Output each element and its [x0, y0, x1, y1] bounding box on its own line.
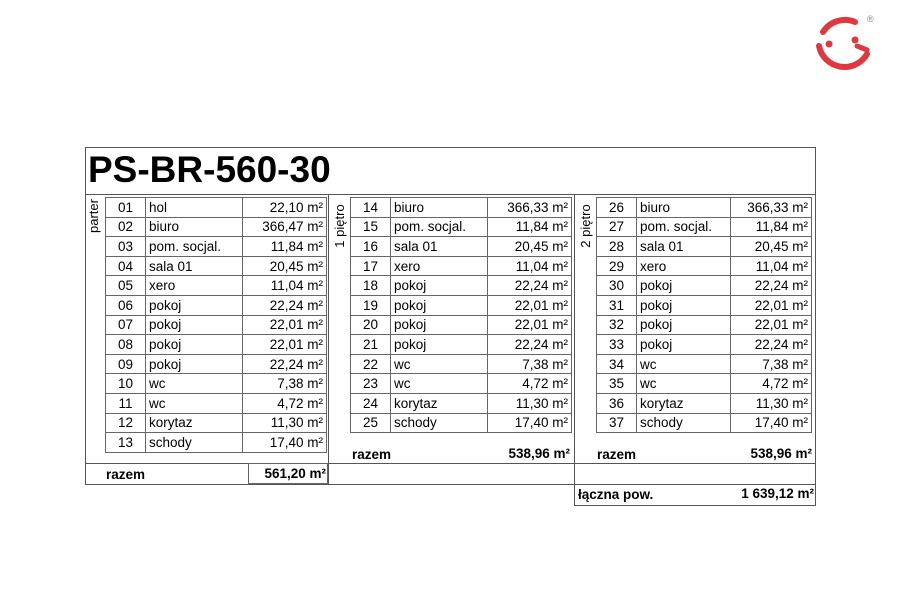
table-row	[351, 295, 572, 315]
room-number: 17	[351, 256, 391, 276]
room-number: 22	[351, 354, 391, 374]
rooms-table-1	[350, 197, 572, 433]
room-name: hol	[146, 198, 243, 218]
room-name: korytaz	[391, 393, 488, 413]
room-area: 366,47 m²	[243, 217, 327, 237]
room-area: 11,30 m²	[488, 393, 572, 413]
table-row	[106, 315, 327, 335]
table-row	[351, 354, 572, 374]
room-area: 7,38 m²	[243, 374, 327, 394]
column-divider	[574, 195, 575, 484]
room-area: 366,33 m²	[488, 198, 572, 218]
grand-total-value: 1 639,12 m²	[741, 486, 814, 501]
room-number: 11	[106, 393, 146, 413]
table-row	[351, 276, 572, 296]
table-row	[351, 374, 572, 394]
room-name: wc	[146, 393, 243, 413]
room-area: 22,01 m²	[243, 335, 327, 355]
room-name: pokoj	[637, 295, 731, 315]
room-name: pokoj	[391, 335, 488, 355]
room-name: korytaz	[637, 393, 731, 413]
floor-label-1: 1 piętro	[332, 204, 347, 248]
rooms-table-2	[596, 197, 812, 433]
room-number: 02	[106, 217, 146, 237]
room-number: 27	[597, 217, 637, 237]
room-name: pom. socjal.	[146, 237, 243, 257]
room-number: 32	[597, 315, 637, 335]
room-name: wc	[637, 374, 731, 394]
floor-label-2: 2 piętro	[578, 204, 593, 248]
room-name: biuro	[146, 217, 243, 237]
room-number: 19	[351, 295, 391, 315]
room-area: 22,10 m²	[243, 198, 327, 218]
total-value-2: 538,96 m²	[750, 446, 812, 461]
room-name: sala 01	[391, 237, 488, 257]
room-name: wc	[637, 354, 731, 374]
room-area: 17,40 m²	[731, 413, 812, 433]
room-number: 01	[106, 198, 146, 218]
room-area: 22,24 m²	[488, 335, 572, 355]
room-area: 20,45 m²	[731, 237, 812, 257]
room-area: 22,01 m²	[243, 315, 327, 335]
room-number: 10	[106, 374, 146, 394]
room-number: 26	[597, 198, 637, 218]
table-row	[106, 295, 327, 315]
room-area: 22,01 m²	[488, 315, 572, 335]
room-number: 29	[597, 256, 637, 276]
room-area: 22,01 m²	[488, 295, 572, 315]
table-row	[597, 413, 812, 433]
table-row	[106, 256, 327, 276]
room-number: 16	[351, 237, 391, 257]
room-number: 15	[351, 217, 391, 237]
room-number: 04	[106, 256, 146, 276]
room-area: 11,04 m²	[243, 276, 327, 296]
table-row	[597, 393, 812, 413]
table-row	[351, 217, 572, 237]
room-number: 37	[597, 413, 637, 433]
project-title: PS-BR-560-30	[88, 149, 331, 190]
floor-label-parter: parter	[86, 199, 101, 233]
room-area: 11,30 m²	[731, 393, 812, 413]
total-value-parter: 561,20 m²	[264, 466, 326, 481]
room-name: pokoj	[146, 295, 243, 315]
room-area: 11,84 m²	[488, 217, 572, 237]
table-row	[597, 198, 812, 218]
room-number: 25	[351, 413, 391, 433]
table-row	[597, 256, 812, 276]
rooms-table-parter	[105, 197, 327, 453]
room-number: 24	[351, 393, 391, 413]
room-area: 4,72 m²	[243, 393, 327, 413]
room-name: pokoj	[391, 315, 488, 335]
table-row	[351, 393, 572, 413]
room-number: 08	[106, 335, 146, 355]
room-name: biuro	[391, 198, 488, 218]
table-row	[351, 413, 572, 433]
room-area: 22,01 m²	[731, 295, 812, 315]
room-area: 366,33 m²	[731, 198, 812, 218]
room-name: wc	[391, 354, 488, 374]
room-area: 4,72 m²	[488, 374, 572, 394]
room-area: 22,24 m²	[731, 335, 812, 355]
room-number: 13	[106, 433, 146, 453]
room-area: 11,04 m²	[488, 256, 572, 276]
total-label-2: razem	[597, 447, 637, 462]
room-area: 17,40 m²	[243, 433, 327, 453]
room-number: 30	[597, 276, 637, 296]
table-row	[597, 217, 812, 237]
room-number: 03	[106, 237, 146, 257]
room-number: 21	[351, 335, 391, 355]
room-number: 06	[106, 295, 146, 315]
room-area: 11,04 m²	[731, 256, 812, 276]
table-row	[106, 393, 327, 413]
room-area: 11,84 m²	[731, 217, 812, 237]
total-label-1: razem	[352, 447, 392, 462]
room-name: sala 01	[637, 237, 731, 257]
column-divider	[328, 195, 329, 484]
room-name: wc	[391, 374, 488, 394]
room-name: schody	[391, 413, 488, 433]
table-row	[106, 335, 327, 355]
room-area: 11,84 m²	[243, 237, 327, 257]
room-area: 20,45 m²	[243, 256, 327, 276]
room-number: 28	[597, 237, 637, 257]
title-divider	[85, 194, 816, 195]
room-number: 18	[351, 276, 391, 296]
room-name: pokoj	[637, 315, 731, 335]
smiley-logo-icon	[805, 10, 881, 86]
room-number: 34	[597, 354, 637, 374]
room-number: 09	[106, 354, 146, 374]
table-row	[597, 276, 812, 296]
room-name: xero	[391, 256, 488, 276]
grand-total-label: łączna pow.	[578, 487, 654, 502]
table-row	[106, 354, 327, 374]
room-number: 14	[351, 198, 391, 218]
room-name: pokoj	[637, 276, 731, 296]
room-area: 22,24 m²	[243, 354, 327, 374]
table-row	[351, 237, 572, 257]
room-name: pokoj	[391, 276, 488, 296]
room-name: schody	[637, 413, 731, 433]
room-area: 22,24 m²	[731, 276, 812, 296]
room-number: 33	[597, 335, 637, 355]
room-area: 7,38 m²	[488, 354, 572, 374]
table-row	[597, 354, 812, 374]
room-name: pokoj	[391, 295, 488, 315]
room-area: 7,38 m²	[731, 354, 812, 374]
room-name: biuro	[637, 198, 731, 218]
table-row	[106, 217, 327, 237]
room-name: pokoj	[146, 335, 243, 355]
room-area: 11,30 m²	[243, 413, 327, 433]
table-row	[106, 237, 327, 257]
room-area: 17,40 m²	[488, 413, 572, 433]
room-number: 12	[106, 413, 146, 433]
table-row	[597, 335, 812, 355]
table-row	[106, 198, 327, 218]
room-number: 23	[351, 374, 391, 394]
room-name: pom. socjal.	[391, 217, 488, 237]
registered-mark: ®	[867, 14, 874, 24]
room-number: 36	[597, 393, 637, 413]
table-row	[597, 374, 812, 394]
table-row	[597, 237, 812, 257]
room-name: pokoj	[146, 354, 243, 374]
room-name: xero	[637, 256, 731, 276]
room-area: 22,24 m²	[488, 276, 572, 296]
total-label-parter: razem	[106, 467, 146, 482]
table-row	[351, 315, 572, 335]
room-name: pokoj	[146, 315, 243, 335]
table-row	[351, 198, 572, 218]
table-row	[106, 276, 327, 296]
table-row	[597, 315, 812, 335]
table-row	[351, 335, 572, 355]
room-name: korytaz	[146, 413, 243, 433]
room-number: 35	[597, 374, 637, 394]
room-name: wc	[146, 374, 243, 394]
room-area: 20,45 m²	[488, 237, 572, 257]
room-number: 20	[351, 315, 391, 335]
room-area: 4,72 m²	[731, 374, 812, 394]
table-row	[106, 413, 327, 433]
room-name: schody	[146, 433, 243, 453]
room-area: 22,01 m²	[731, 315, 812, 335]
room-number: 07	[106, 315, 146, 335]
table-row	[597, 295, 812, 315]
table-row	[106, 374, 327, 394]
table-row	[351, 256, 572, 276]
room-name: xero	[146, 276, 243, 296]
room-number: 31	[597, 295, 637, 315]
room-name: pokoj	[637, 335, 731, 355]
room-area: 22,24 m²	[243, 295, 327, 315]
table-row	[106, 433, 327, 453]
room-name: sala 01	[146, 256, 243, 276]
room-name: pom. socjal.	[637, 217, 731, 237]
total-value-1: 538,96 m²	[508, 446, 570, 461]
totals-divider	[85, 463, 816, 464]
room-number: 05	[106, 276, 146, 296]
